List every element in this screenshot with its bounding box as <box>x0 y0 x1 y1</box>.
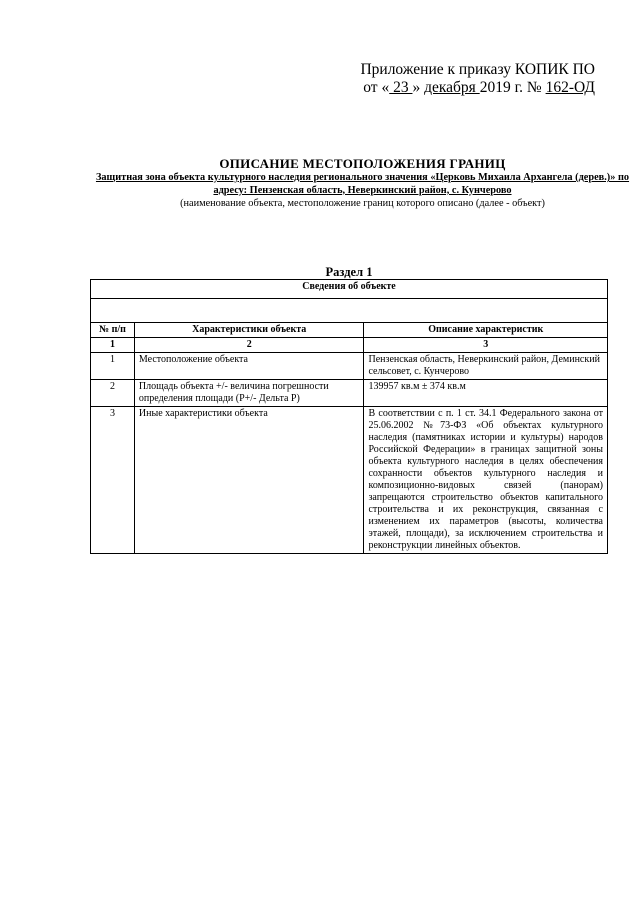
row-characteristic: Местоположение объекта <box>134 353 364 380</box>
column-header: № п/п <box>91 323 135 338</box>
table-caption: Сведения об объекте <box>91 280 608 299</box>
document-title: ОПИСАНИЕ МЕСТОПОЛОЖЕНИЯ ГРАНИЦ <box>219 156 506 171</box>
blank-cell <box>91 299 608 323</box>
doc-number: 162-ОД <box>545 79 595 96</box>
table-row <box>91 353 608 380</box>
row-description: 139957 кв.м ± 374 кв.м <box>364 380 608 407</box>
table-number-row <box>91 338 608 353</box>
table-caption-row <box>91 280 608 299</box>
date-day: 23 <box>389 79 413 96</box>
column-number: 3 <box>364 338 608 353</box>
row-characteristic: Иные характеристики объекта <box>134 407 364 554</box>
row-characteristic: Площадь объекта +/- величина погрешности определения площади (Р+/- Дельта Р) <box>134 380 364 407</box>
row-number: 3 <box>91 407 135 554</box>
row-description: В соответствии с п. 1 ст. 34.1 Федерального закона от 25.06.2002 №73-ФЗ «Об объектах культурного наследия (памятниках истории и культуры) народов Российской Федерации» в границах защитной зоны объекта культурного наследия в целях обеспечения сохранности объектов культурного наследия и композиционно-видовых связей (панорам) запрещаются строительство объектов капитального строительства и их реконструкция, связанная с изменением их параметров (высоты, количества этажей, площади), за исключением строительства и реконструкции линейных объектов. <box>364 407 608 554</box>
row-description: Пензенская область, Неверкинский район, Деминский сельсовет, с. Кунчерово <box>364 353 608 380</box>
table-row <box>91 380 608 407</box>
date-prefix: от « <box>363 79 390 96</box>
column-number: 1 <box>91 338 135 353</box>
table-row <box>91 407 608 554</box>
table-header-row <box>91 323 608 338</box>
title-block <box>80 156 640 211</box>
appendix-date-line <box>360 79 595 97</box>
date-month: декабря <box>424 79 480 96</box>
row-number: 1 <box>91 353 135 380</box>
object-note: (наименование объекта, местоположение границ которого описано (далее - объект) <box>180 198 545 209</box>
date-mid: » <box>412 79 425 96</box>
row-number: 2 <box>91 380 135 407</box>
appendix-header <box>360 61 595 97</box>
table-blank-row <box>91 299 608 323</box>
object-subject: Защитная зона объекта культурного наследия регионального значения «Церковь Михаила Архангела (дерев.)» по адресу: Пензенская область, Неверкинский район, с. Кунчерово <box>95 172 630 196</box>
column-header: Характеристики объекта <box>134 323 364 338</box>
section-title: Раздел 1 <box>325 265 373 279</box>
column-number: 2 <box>134 338 364 353</box>
object-info-table <box>90 279 608 554</box>
date-year: 2019 г. № <box>479 79 546 96</box>
column-header: Описание характеристик <box>364 323 608 338</box>
appendix-line: Приложение к приказу КОПИК ПО <box>360 61 595 78</box>
